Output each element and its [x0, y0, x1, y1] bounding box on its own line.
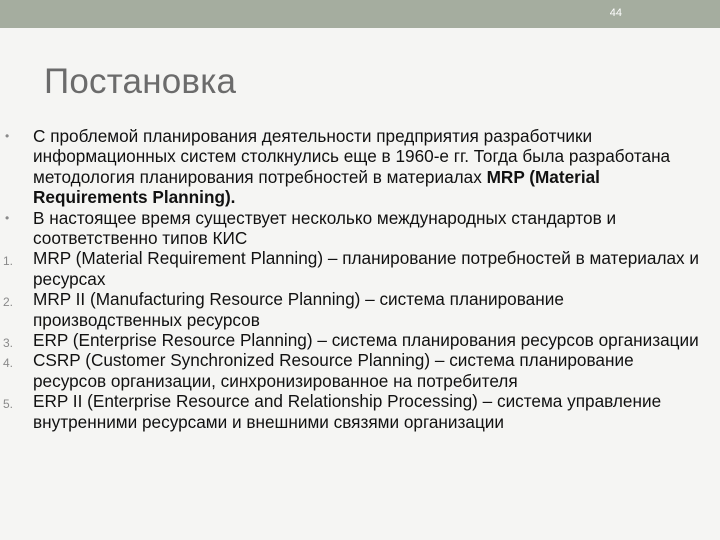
- bullet-text: В настоящее время существует несколько международных стандартов и соответственно типов КИС: [33, 207, 617, 249]
- bullet-item: [0, 208, 700, 249]
- slide-body: [0, 126, 700, 432]
- number-marker: 4.: [3, 356, 14, 371]
- number-marker: 2.: [3, 295, 14, 310]
- numbered-text: MRP II (Manufacturing Resource Planning) – система планирование производственных ресурсов: [33, 289, 564, 330]
- bullet-bold-text: MRP (Material Requirements Planning).: [33, 166, 600, 208]
- bullet-marker: •: [5, 129, 10, 143]
- numbered-item: [0, 330, 700, 350]
- bullet-text: С проблемой планирования деятельности предприятия разработчики информационных систем столкнулись еще в 1960-е гг. Тогда была разработана методология планирования потребностей в материалах: [33, 126, 671, 187]
- numbered-item: [0, 289, 700, 330]
- header-bar: [0, 0, 720, 28]
- numbered-item: [0, 350, 700, 391]
- number-marker: 5.: [3, 397, 14, 412]
- numbered-item: [0, 391, 700, 432]
- bullet-item: [0, 126, 700, 208]
- slide-title: Постановка: [44, 62, 237, 101]
- numbered-text: MRP (Material Requirement Planning) – планирование потребностей в материалах и ресурсах: [33, 248, 700, 289]
- number-marker: 3.: [3, 336, 14, 351]
- page-number: 44: [609, 7, 622, 19]
- numbered-text: ERP II (Enterprise Resource and Relationship Processing) – система управление внутренними ресурсами и внешними связями организации: [33, 391, 662, 432]
- bullet-marker: •: [5, 210, 10, 225]
- numbered-text: CSRP (Customer Synchronized Resource Planning) – система планирование ресурсов организации, синхронизированное на потребителя: [33, 350, 634, 391]
- number-marker: 1.: [3, 254, 14, 269]
- numbered-item: [0, 248, 700, 289]
- numbered-text: ERP (Enterprise Resource Planning) – система планирования ресурсов организации: [33, 330, 699, 351]
